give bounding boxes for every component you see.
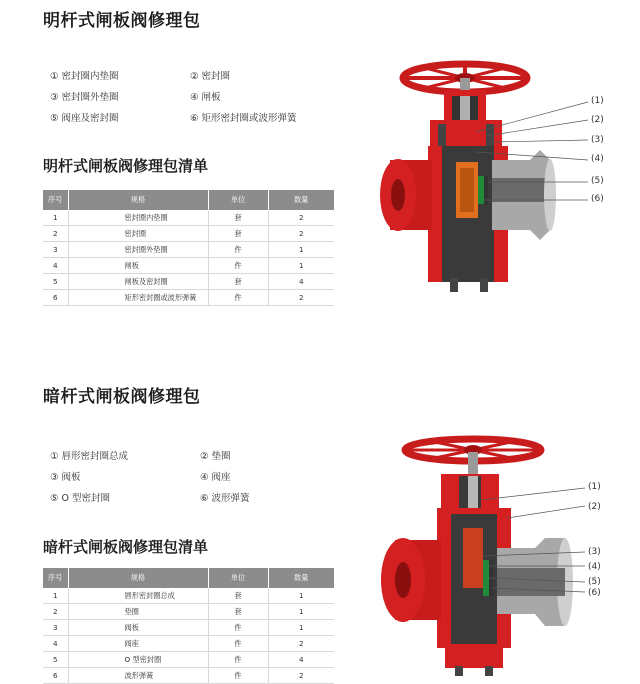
table-cell: 2: [43, 226, 68, 242]
table-cell: 1: [43, 588, 68, 604]
callout-label: (5): [588, 577, 601, 587]
table-cell: O 型密封圈: [68, 652, 208, 668]
part-item: ⑤ 阀座及密封圈: [50, 113, 119, 124]
table-cell: 矩形密封圈或波形弹簧: [68, 290, 208, 306]
table-cell: 1: [268, 604, 334, 620]
part-item: ③ 阀板: [50, 472, 81, 483]
table-cell: 波形弹簧: [68, 668, 208, 684]
part-item: ① 唇形密封圈总成: [50, 451, 129, 462]
callout-label: (3): [591, 135, 604, 145]
table-cell: 2: [268, 636, 334, 652]
table-row: [43, 242, 334, 258]
table-cell: 件: [208, 258, 268, 274]
table-cell: 密封圈: [68, 226, 208, 242]
table-cell: 阀座: [68, 636, 208, 652]
table-row: [43, 290, 334, 306]
section2-table: [43, 568, 334, 684]
table-cell: 件: [208, 290, 268, 306]
section1-parts-list: [50, 68, 350, 128]
section2-parts-list: [50, 448, 350, 508]
table-row: [43, 636, 334, 652]
part-item: ⑤ O 型密封圈: [50, 493, 111, 504]
table-cell: 2: [268, 668, 334, 684]
callout-label: (4): [588, 562, 601, 572]
section2-list-title: 暗杆式闸板阀修理包清单: [43, 538, 209, 556]
table-row: [43, 652, 334, 668]
callout-label: (1): [591, 96, 604, 106]
part-item: ⑥ 矩形密封圈或波形弹簧: [190, 113, 297, 124]
table-cell: 4: [43, 636, 68, 652]
table-cell: 闸板: [68, 258, 208, 274]
table-cell: 5: [43, 274, 68, 290]
table-cell: 6: [43, 668, 68, 684]
callout-label: (6): [588, 588, 601, 598]
table-cell: 闸板及密封圈: [68, 274, 208, 290]
table-cell: 5: [43, 652, 68, 668]
col-header: 数量: [268, 568, 334, 588]
table-cell: 2: [268, 290, 334, 306]
col-header: 规格: [68, 568, 208, 588]
table-row: [43, 258, 334, 274]
part-item: ② 密封圈: [190, 71, 231, 82]
table-cell: 套: [208, 226, 268, 242]
table-header-row: [43, 190, 334, 210]
table-cell: 2: [43, 604, 68, 620]
table-cell: 4: [268, 652, 334, 668]
col-header: 序号: [43, 568, 68, 588]
callout-label: (2): [588, 502, 601, 512]
table-row: [43, 588, 334, 604]
col-header: 序号: [43, 190, 68, 210]
table-cell: 件: [208, 668, 268, 684]
table-cell: 件: [208, 636, 268, 652]
table-cell: 1: [268, 620, 334, 636]
table-cell: 4: [43, 258, 68, 274]
table-cell: 1: [43, 210, 68, 226]
table-cell: 1: [268, 242, 334, 258]
table-cell: 2: [268, 226, 334, 242]
table-cell: 3: [43, 620, 68, 636]
part-item: ① 密封圈内垫圈: [50, 71, 119, 82]
table-header-row: [43, 568, 334, 588]
rising-stem-valve-illustration: [380, 50, 640, 300]
table-cell: 套: [208, 604, 268, 620]
callout-label: (1): [588, 482, 601, 492]
col-header: 数量: [268, 190, 334, 210]
callout-label: (3): [588, 547, 601, 557]
table-cell: 3: [43, 242, 68, 258]
col-header: 单位: [208, 568, 268, 588]
table-cell: 1: [268, 258, 334, 274]
table-cell: 6: [43, 290, 68, 306]
part-item: ④ 闸板: [190, 92, 221, 103]
table-cell: 唇形密封圈总成: [68, 588, 208, 604]
callout-label: (2): [591, 115, 604, 125]
col-header: 单位: [208, 190, 268, 210]
table-cell: 4: [268, 274, 334, 290]
table-row: [43, 604, 334, 620]
table-cell: 阀板: [68, 620, 208, 636]
part-item: ③ 密封圈外垫圈: [50, 92, 119, 103]
callout-label: (6): [591, 194, 604, 204]
table-row: [43, 668, 334, 684]
callout-label: (4): [591, 154, 604, 164]
section1-title: 明杆式闸板阀修理包: [43, 11, 201, 31]
table-cell: 密封圈外垫圈: [68, 242, 208, 258]
table-row: [43, 210, 334, 226]
table-cell: 套: [208, 274, 268, 290]
table-cell: 套: [208, 588, 268, 604]
table-cell: 套: [208, 210, 268, 226]
section2-title: 暗杆式闸板阀修理包: [43, 387, 201, 407]
section1-table: [43, 190, 334, 306]
table-cell: 件: [208, 652, 268, 668]
table-cell: 件: [208, 242, 268, 258]
table-cell: 密封圈内垫圈: [68, 210, 208, 226]
section1-list-title: 明杆式闸板阀修理包清单: [43, 157, 209, 175]
table-cell: 2: [268, 210, 334, 226]
table-cell: 件: [208, 620, 268, 636]
table-row: [43, 226, 334, 242]
part-item: ④ 阀座: [200, 472, 231, 483]
table-row: [43, 620, 334, 636]
table-cell: 垫圈: [68, 604, 208, 620]
part-item: ⑥ 波形弹簧: [200, 493, 250, 504]
part-item: ② 垫圈: [200, 451, 231, 462]
table-row: [43, 274, 334, 290]
col-header: 规格: [68, 190, 208, 210]
table-cell: 1: [268, 588, 334, 604]
callout-label: (5): [591, 176, 604, 186]
